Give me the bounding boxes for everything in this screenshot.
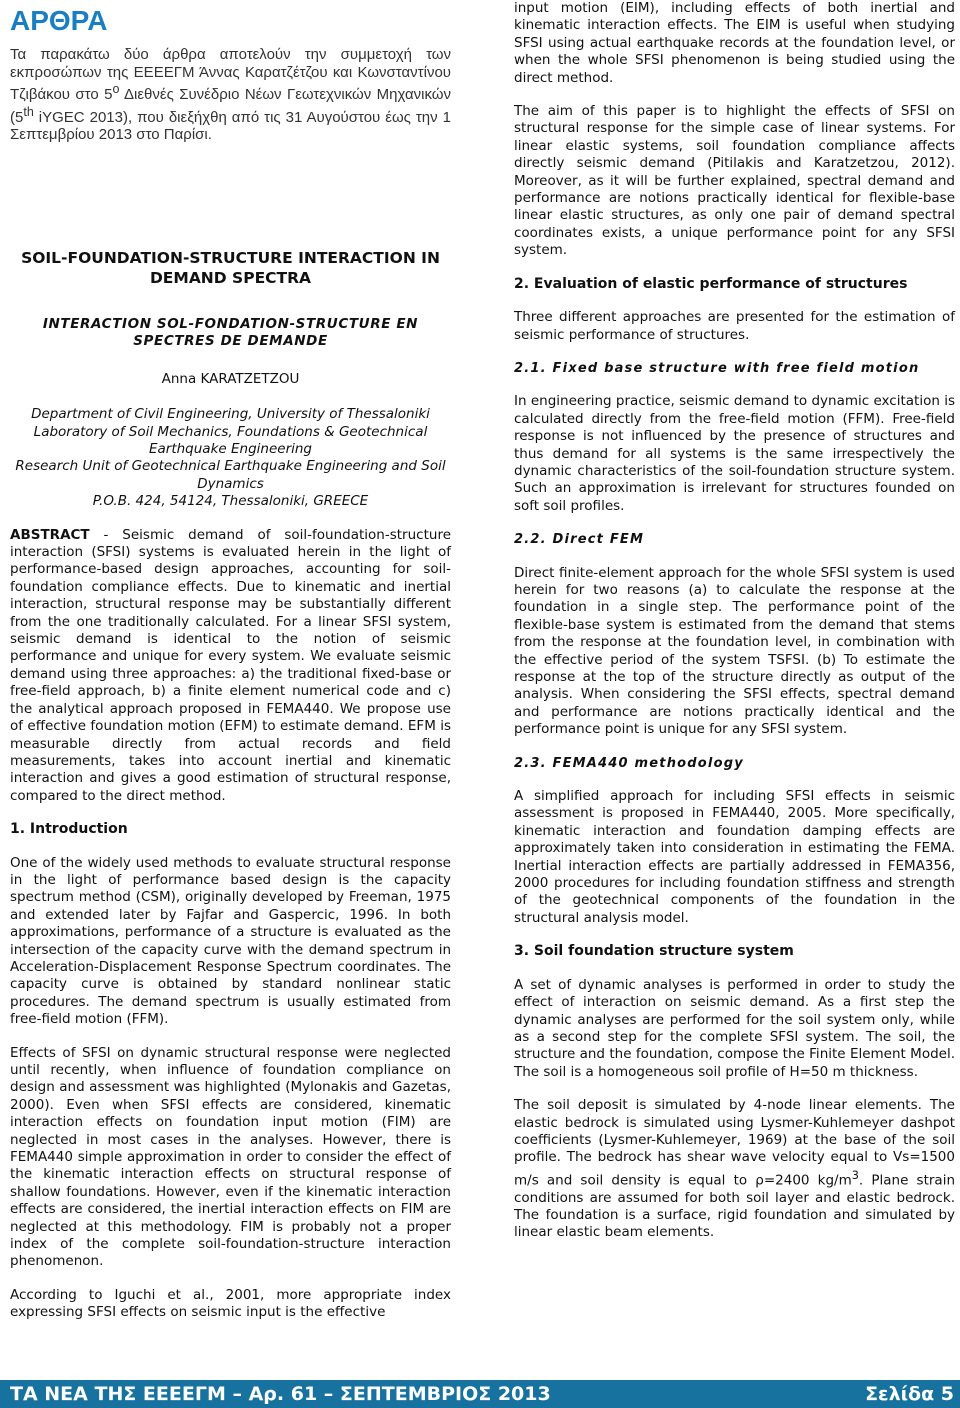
paper-title-french: INTERACTION SOL-FONDATION-STRUCTURE EN SPECTRES DE DEMANDE <box>42 315 419 350</box>
footer-bar <box>0 1380 960 1408</box>
paper-title: SOIL-FOUNDATION-STRUCTURE INTERACTION IN DEMAND SPECTRA <box>21 248 440 287</box>
left-column <box>10 0 451 1338</box>
heading-section-2-3: 2.3. FEMA440 methodology <box>514 755 744 771</box>
paragraph: Effects of SFSI on dynamic structural response were neglected until recently, when influence of foundation compliance on design and assessment was highlighted (Mylonakis and Gazetas, 2000). Even when SFSI effects are considered, kinematic interaction effects on foundation input motion (FIM) are neglected in most cases in the analyses. However, there is FEMA440 simple approximation in order to consider the effect of the kinematic interaction effects on structural response of shallow foundations. However, even if the kinematic interaction effects are considered, the inertial interaction effects on FIM are neglected at this methodology. FIM is probably not a proper index of the complete soil-foundation-structure interaction phenomenon. <box>10 1044 451 1270</box>
author-name: Anna KARATZETZOU <box>161 370 300 387</box>
paragraph: One of the widely used methods to evaluate structural response in the light of performance based design is the capacity spectrum method (CSM), originally developed by Freeman, 1975 and extended later by Fajfar and Gaspercic, 1996. In both approximations, performance of a structure is evaluated as the intersection of the capacity curve with the demand spectrum in Acceleration-Displacement Response Spectrum coordinates. The capacity curve is obtained by standard nonlinear static procedures. The demand spectrum is usually estimated from free-field motion (FFM). <box>10 854 451 1028</box>
right-column <box>514 0 955 1258</box>
footer-page-number: Σελίδα 5 <box>865 1383 954 1405</box>
paragraph: According to Iguchi et al., 2001, more appropriate index expressing SFSI effects on seismic input is the effective <box>10 1286 451 1321</box>
paragraph: A set of dynamic analyses is performed in order to study the effect of interaction on seismic demand. As a first step the dynamic analyses are performed for the soil system only, while as a second step for the complete SFSI system. The soil, the structure and the foundation, compose the Finite Element Model. The soil is a homogeneous soil profile of H=50 m thickness. <box>514 976 955 1080</box>
affiliation: Department of Civil Engineering, University of Thessaloniki Laboratory of Soil Mechanics, Foundations & Geotechnical Earthquake Engineering Research Unit of Geotechnical Earthquake Engineering and Soil Dynamics P.O.B. 424, 54124, Thessaloniki, GREECE <box>15 406 446 510</box>
footer-publication: ΤΑ ΝΕΑ ΤΗΣ ΕΕΕΕΓΜ – Αρ. 61 – ΣΕΠΤΕΜΒΡΙΟΣ 2013 <box>10 1383 551 1405</box>
paragraph: The soil deposit is simulated by 4-node linear elements. The elastic bedrock is simulated using Lysmer-Kuhlemeyer dashpot coefficients (Lysmer-Kuhlemeyer, 1969) at the base of the soil profile. The bedrock has shear wave velocity equal to Vs=1500 m/s and soil density is equal to ρ=2400 $kg/m^3$. Plane strain conditions are assumed for both soil layer and elastic bedrock. The foundation is a surface, rigid foundation and simulated by linear elastic beam elements. <box>514 1097 955 1241</box>
paragraph: input motion (EIM), including effects of both inertial and kinematic interaction effects. The EIM is useful when studying SFSI using actual earthquake records at the foundation level, or when the whole SFSI phenomenon is being studied using the direct method. <box>514 0 955 86</box>
paragraph: Direct finite-element approach for the whole SFSI system is used herein for two reasons (a) to calculate the response at the foundation in a single step. The performance point of the flexible-base system is estimated from the demand that stems from the response at the foundation level, in combination with the effective period of the system TSFSI. (b) To estimate the response at the top of the structure directly as output of the analysis. When considering the SFSI effects, spectral demand and performance are notions practically identical and the performance point is unique for any SFSI system. <box>514 564 955 738</box>
paragraph: In engineering practice, seismic demand to dynamic excitation is calculated directly from the free-field motion (FFM). Free-field response is not influenced by the presence of structures and thus demand for all systems is the same irrespectively the dynamic characteristics of the soil-foundation structure system. Such an approximation is irrelevant for structures founded on soft soil profiles. <box>514 393 955 514</box>
heading-section-2-2: 2.2. Direct FEM <box>514 532 645 548</box>
intro-paragraph: Τα παρακάτω δύο άρθρα αποτελούν την συμμετοχή των εκπροσώπων της ΕΕΕΕΓΜ Άννας Καρατζέτζου και Κωνσταντίνου Τζιβάκου στο $5^o$ Διεθνές Συνέδριο Νέων Γεωτεχνικών Μηχανικών (5th iYGEC 2013), που διεξήχθη από τις 31 Αυγούστου έως την 1 Σεπτεμβρίου 2013 στο Παρίσι. <box>10 46 451 144</box>
heading-introduction: 1. Introduction <box>10 821 128 838</box>
paragraph: The aim of this paper is to highlight the effects of SFSI on structural response for the simple case of linear systems. For linear elastic systems, soil foundation compliance affects directly seismic demand (Pitilakis and Karatzetzou, 2012). Moreover, as it will be further explained, spectral demand and performance are notions practically identical for flexible-base linear elastic structures, as only one pair of demand spectral coordinates exists, a unique performance point for any SFSI system. <box>514 103 955 259</box>
heading-section-2-1: 2.1. Fixed base structure with free field motion <box>514 360 920 376</box>
heading-section-2: 2. Evaluation of elastic performance of structures <box>514 275 908 292</box>
heading-section-3: 3. Soil foundation structure system <box>514 943 794 960</box>
paragraph: A simplified approach for including SFSI effects in seismic assessment is proposed in FEMA440, 2005. More specifically, kinematic interaction and foundation damping effects are approximately taken into consideration in estimating the FEMA. Inertial interaction effects are partially addressed in FEMA356, 2000 procedures for including foundation stiffness and strength of the geotechnical components of the foundation in the structural analysis model. <box>514 788 955 926</box>
paragraph: Three different approaches are presented for the estimation of seismic performance of structures. <box>514 309 955 343</box>
section-title: ΑΡΘΡΑ <box>10 5 108 36</box>
abstract: ABSTRACT - Seismic demand of soil-foundation-structure interaction (SFSI) systems is evaluated herein in the light of performance-based design approaches, accounting for soil-foundation compliance effects. Due to kinematic and inertial interaction, structural response may be substantially different from the one traditionally calculated. For a linear SFSI system, seismic demand is identical to the notion of seismic performance and unique for every system. We evaluate seismic demand using three approaches: a) the traditional fixed-base or free-field approach, b) a finite element numerical code and c) the analytical approach proposed in FEMA440. We propose use of effective foundation motion (EFM) to estimate demand. EFM is measurable directly from actual records and field measurements, takes into account inertial and kinematic interaction and gives a good estimation of structural response, compared to the direct method. <box>10 526 451 804</box>
